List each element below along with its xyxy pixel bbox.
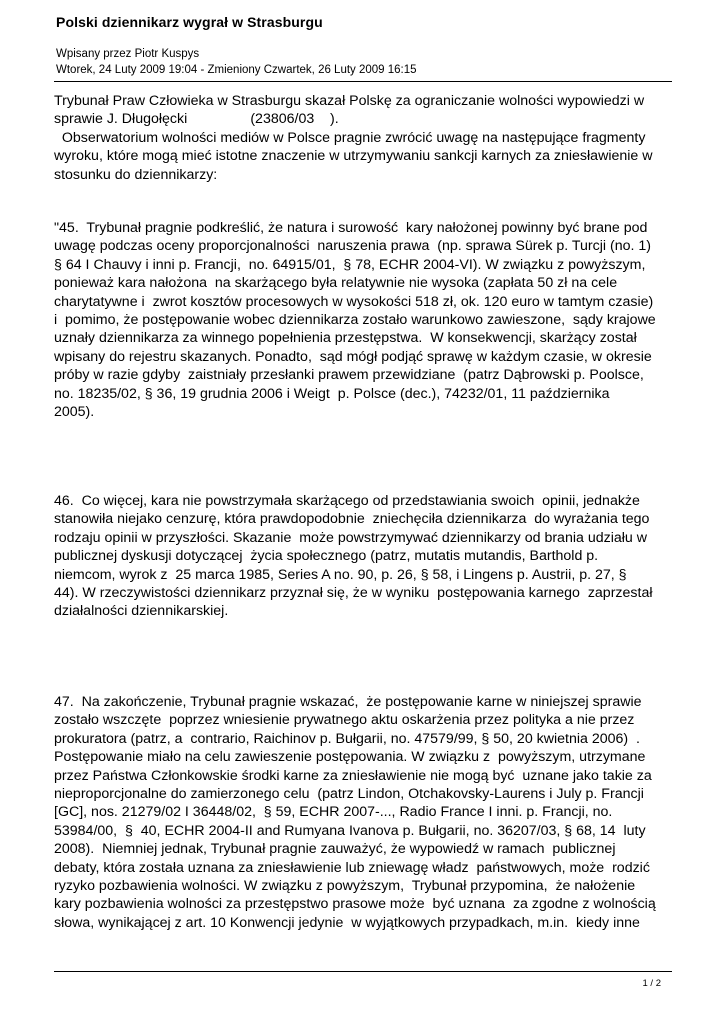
- text-line: uwagę podczas oceny proporcjonalności naruszenia prawa (np. sprawa Sürek p. Turcji (no. 1): [54, 238, 651, 255]
- text-line: rodzaju opinii w przyszłości. Skazanie może powstrzymywać dziennikarzy od brania udziału w: [54, 529, 647, 546]
- text-line: no. 18235/02, § 36, 19 grudnia 2006 i Weigt p. Polsce (dec.), 74232/01, 11 października: [54, 385, 610, 402]
- text-line: słowa, wynikającej z art. 10 Konwencji jedynie w wyjątkowych przypadkach, m.in. kiedy inne: [54, 914, 640, 931]
- text-line: ryzyko pozbawienia wolności. W związku z powyższym, Trybunał przypomina, że nałożenie: [54, 877, 636, 894]
- text-line: stosunku do dziennikarzy:: [54, 166, 218, 183]
- text-line: 47. Na zakończenie, Trybunał pragnie wskazać, że postępowanie karne w niniejszej sprawie: [54, 694, 642, 710]
- text-line: zostało wszczęte poprzez wniesienie prywatnego aktu oskarżenia przez polityka a nie przez: [54, 712, 635, 729]
- text-line: debaty, która została uznana za zniesławienie lub zniewagę władz państwowych, może rodzić: [54, 859, 650, 876]
- text-line: uznały dziennikarza za winnego popełnienia przestępstwa. W konsekwencji, skarżący został: [54, 330, 637, 347]
- text-line: publicznej dyskusji dotyczącej życia społecznego (patrz, mutatis mutandis, Barthold p.: [54, 548, 599, 565]
- text-line: prokuratora (patrz, a contrario, Raichinov p. Bułgarii, no. 47579/99, § 50, 20 kwietnia 2006) .: [54, 730, 640, 747]
- text-line: 46. Co więcej, kara nie powstrzymała skarżącego od przedstawiania swoich opinii, jednakże: [54, 493, 640, 509]
- date-line: Wtorek, 24 Luty 2009 19:04 - Zmieniony Czwartek, 26 Luty 2009 16:15: [56, 64, 417, 76]
- page-number: 1 / 2: [642, 978, 661, 989]
- text-line: Postępowanie miało na celu zawieszenie postępowania. W związku z powyższym, utrzymane: [54, 749, 646, 766]
- text-line: wyroku, które mogą mieć istotne znaczenie w utrzymywaniu sankcji karnych za zniesławienie w: [54, 148, 653, 165]
- text-line: "45. Trybunał pragnie podkreślić, że natura i surowość kary nałożonej powinny być brane pod: [54, 220, 648, 236]
- header-divider: [54, 81, 672, 82]
- text-line: sprawie J. Długołęcki (23806/03 ).: [54, 111, 339, 128]
- footer-divider: [54, 971, 672, 972]
- text-line: Obserwatorium wolności mediów w Polsce pragnie zwrócić uwagę na następujące fragmenty: [54, 129, 646, 146]
- text-line: działalności dziennikarskiej.: [54, 603, 229, 620]
- text-line: charytatywne i zwrot kosztów procesowych w wysokości 518 zł, ok. 120 euro w tamtym czasie): [54, 293, 654, 310]
- text-line: 44). W rzeczywistości dziennikarz przyznał się, że w wyniku postępowania karnego zaprzestał: [54, 584, 653, 601]
- text-line: Trybunał Praw Człowieka w Strasburgu skazał Polskę za ograniczanie wolności wypowiedzi w: [54, 93, 645, 109]
- paragraph-47: [54, 693, 694, 932]
- text-line: stanowiła niejako cenzurę, która prawdopodobnie zniechęciła dziennikarza do wyrażania tego: [54, 511, 650, 528]
- text-line: próby w razie gdyby zaistniały przesłanki prawem przewidziane (patrz Dąbrowski p. Poolsce,: [54, 367, 644, 384]
- text-line: § 64 I Chauvy i inni p. Francji, no. 64915/01, § 78, ECHR 2004-VI). W związku z powyższym,: [54, 256, 646, 273]
- paragraph-46: [54, 492, 694, 621]
- text-line: wpisany do rejestru skazanych. Ponadto, sąd mógł podjąć sprawę w każdym czasie, w okresie: [54, 348, 652, 365]
- text-line: niemcom, wyrok z 25 marca 1985, Series A no. 90, p. 26, § 58, i Lingens p. Austrii, p. 27, §: [54, 566, 627, 583]
- author-line: Wpisany przez Piotr Kuspys: [56, 48, 200, 60]
- text-line: ponieważ kara nałożona na skarżącego była relatywnie nie wysoka (zapłata 50 zł na cele: [54, 275, 618, 292]
- text-line: 2005).: [54, 403, 95, 420]
- intro-paragraph: [54, 92, 694, 184]
- text-line: i pomimo, że postępowanie wobec dziennikarza zostało warunkowo zawieszone, sądy krajowe: [54, 311, 656, 328]
- text-line: 53984/00, § 40, ECHR 2004-II and Rumyana Ivanova p. Bułgarii, no. 36207/03, § 68, 14 luty: [54, 822, 646, 839]
- text-line: kary pozbawienia wolności za przestępstwo prasowe może być uznana za zgodne z wolnością: [54, 896, 656, 913]
- text-line: przez Państwa Członkowskie środki karne za zniesławienie nie mogą być uznane jako takie za: [54, 767, 652, 784]
- text-line: nieproporcjonalne do zamierzonego celu (patrz Lindon, Otchakovsky-Laurens i July p. Francji: [54, 785, 644, 802]
- article-title: Polski dziennikarz wygrał w Strasburgu: [56, 14, 323, 30]
- paragraph-45: [54, 219, 694, 421]
- text-line: [GC], nos. 21279/02 I 36448/02, § 59, ECHR 2007-..., Radio France I inni. p. Francji, no.: [54, 804, 613, 821]
- text-line: 2008). Niemniej jednak, Trybunał pragnie zauważyć, że wypowiedź w ramach publicznej: [54, 841, 616, 858]
